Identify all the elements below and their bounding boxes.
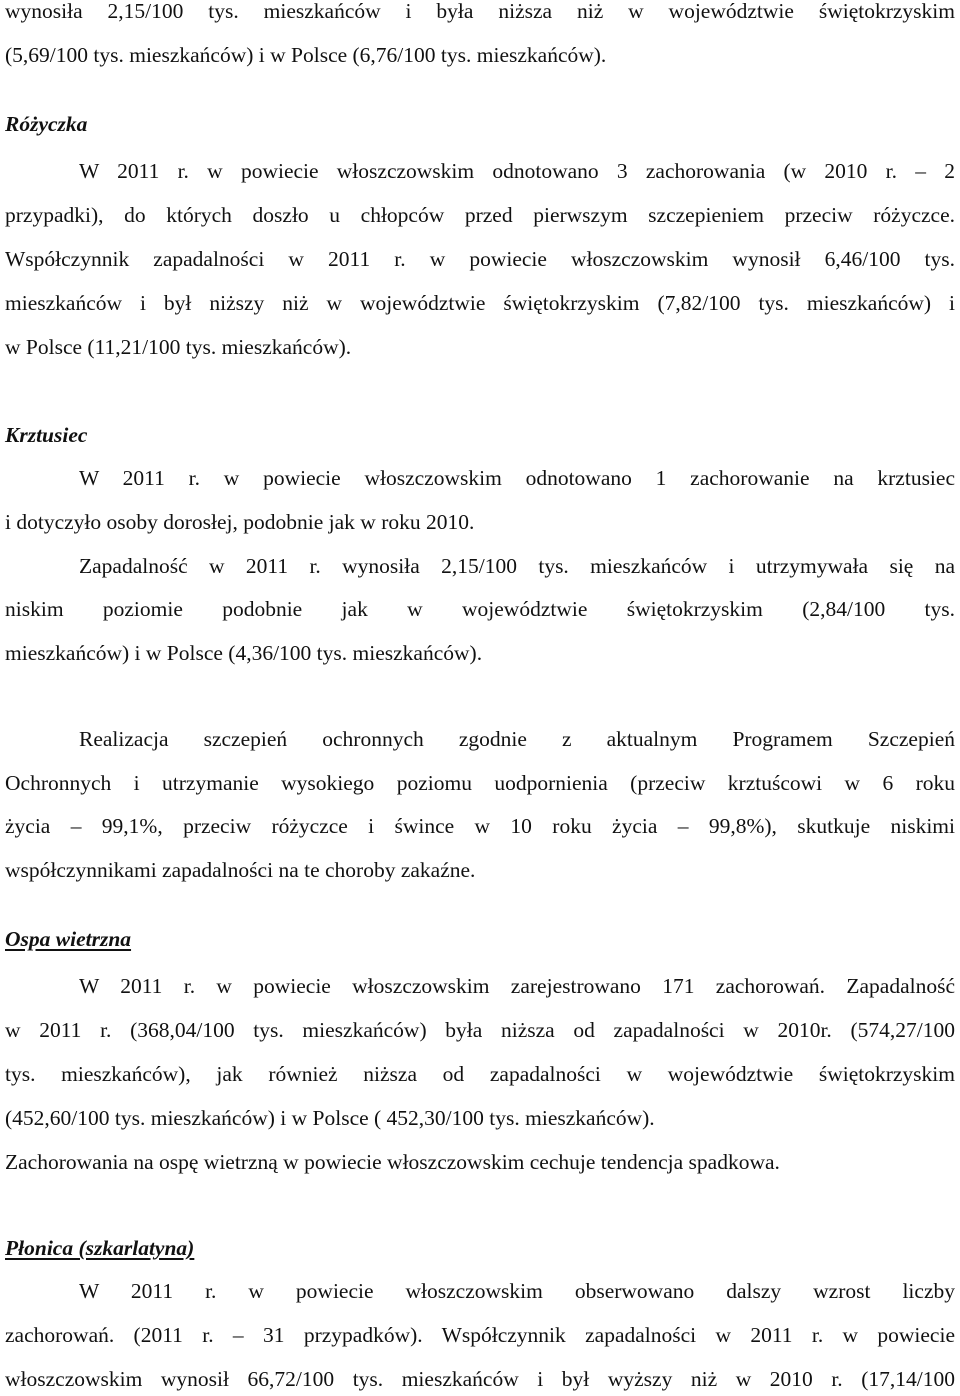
section-heading-krztusiec: Krztusiec bbox=[5, 423, 88, 447]
paragraph-line: W 2011 r. w powiecie włoszczowskim odnotowano 1 zachorowanie na krztusiec bbox=[79, 466, 955, 490]
paragraph-line: W 2011 r. w powiecie włoszczowskim zarejestrowano 171 zachorowań. Zapadalność bbox=[79, 974, 955, 998]
paragraph-line: zachorowań. (2011 r. – 31 przypadków). Współczynnik zapadalności w 2011 r. w powiecie bbox=[5, 1323, 955, 1347]
paragraph-line: współczynnikami zapadalności na te choroby zakaźne. bbox=[5, 858, 476, 882]
section-heading-ospa-wietrzna: Ospa wietrzna bbox=[5, 927, 132, 951]
paragraph-line: Ochronnych i utrzymanie wysokiego poziomu uodpornienia (przeciw krztuścowi w 6 roku bbox=[5, 771, 955, 795]
paragraph-line: wynosiła 2,15/100 tys. mieszkańców i była niższa niż w województwie świętokrzyskim bbox=[5, 0, 955, 23]
paragraph-line: Zachorowania na ospę wietrzną w powiecie włoszczowskim cechuje tendencja spadkowa. bbox=[5, 1150, 780, 1174]
paragraph-line: Zapadalność w 2011 r. wynosiła 2,15/100 tys. mieszkańców i utrzymywała się na bbox=[79, 554, 955, 578]
paragraph-line: tys. mieszkańców), jak również niższa od zapadalności w województwie świętokrzyskim bbox=[5, 1062, 955, 1086]
paragraph-line: i dotyczyło osoby dorosłej, podobnie jak w roku 2010. bbox=[5, 510, 475, 534]
paragraph-line: (5,69/100 tys. mieszkańców) i w Polsce (6,76/100 tys. mieszkańców). bbox=[5, 43, 607, 67]
paragraph-line: Realizacja szczepień ochronnych zgodnie z aktualnym Programem Szczepień bbox=[79, 727, 955, 751]
paragraph-line: W 2011 r. w powiecie włoszczowskim obserwowano dalszy wzrost liczby bbox=[79, 1279, 955, 1303]
paragraph-line: niskim poziomie podobnie jak w województwie świętokrzyskim (2,84/100 tys. bbox=[5, 597, 955, 621]
paragraph-line: w Polsce (11,21/100 tys. mieszkańców). bbox=[5, 335, 352, 359]
paragraph-line: mieszkańców i był niższy niż w województwie świętokrzyskim (7,82/100 tys. mieszkańców) i bbox=[5, 291, 955, 315]
paragraph-line: Współczynnik zapadalności w 2011 r. w powiecie włoszczowskim wynosił 6,46/100 tys. bbox=[5, 247, 955, 271]
paragraph-line: włoszczowskim wynosił 66,72/100 tys. mieszkańców i był wyższy niż w 2010 r. (17,14/100 bbox=[5, 1367, 955, 1391]
paragraph-line: W 2011 r. w powiecie włoszczowskim odnotowano 3 zachorowania (w 2010 r. – 2 bbox=[79, 159, 955, 183]
paragraph-line: życia – 99,1%, przeciw różyczce i śwince w 10 roku życia – 99,8%), skutkuje niskimi bbox=[5, 814, 955, 838]
paragraph-line: w 2011 r. (368,04/100 tys. mieszkańców) była niższa od zapadalności w 2010r. (574,27/100 bbox=[5, 1018, 955, 1042]
paragraph-line: przypadki), do których doszło u chłopców przed pierwszym szczepieniem przeciw różyczce. bbox=[5, 203, 955, 227]
paragraph-line: (452,60/100 tys. mieszkańców) i w Polsce ( 452,30/100 tys. mieszkańców). bbox=[5, 1106, 655, 1130]
paragraph-line: mieszkańców) i w Polsce (4,36/100 tys. mieszkańców). bbox=[5, 641, 483, 665]
section-heading-rozyczka: Różyczka bbox=[5, 112, 88, 136]
section-heading-plonica: Płonica (szkarlatyna) bbox=[5, 1236, 195, 1260]
